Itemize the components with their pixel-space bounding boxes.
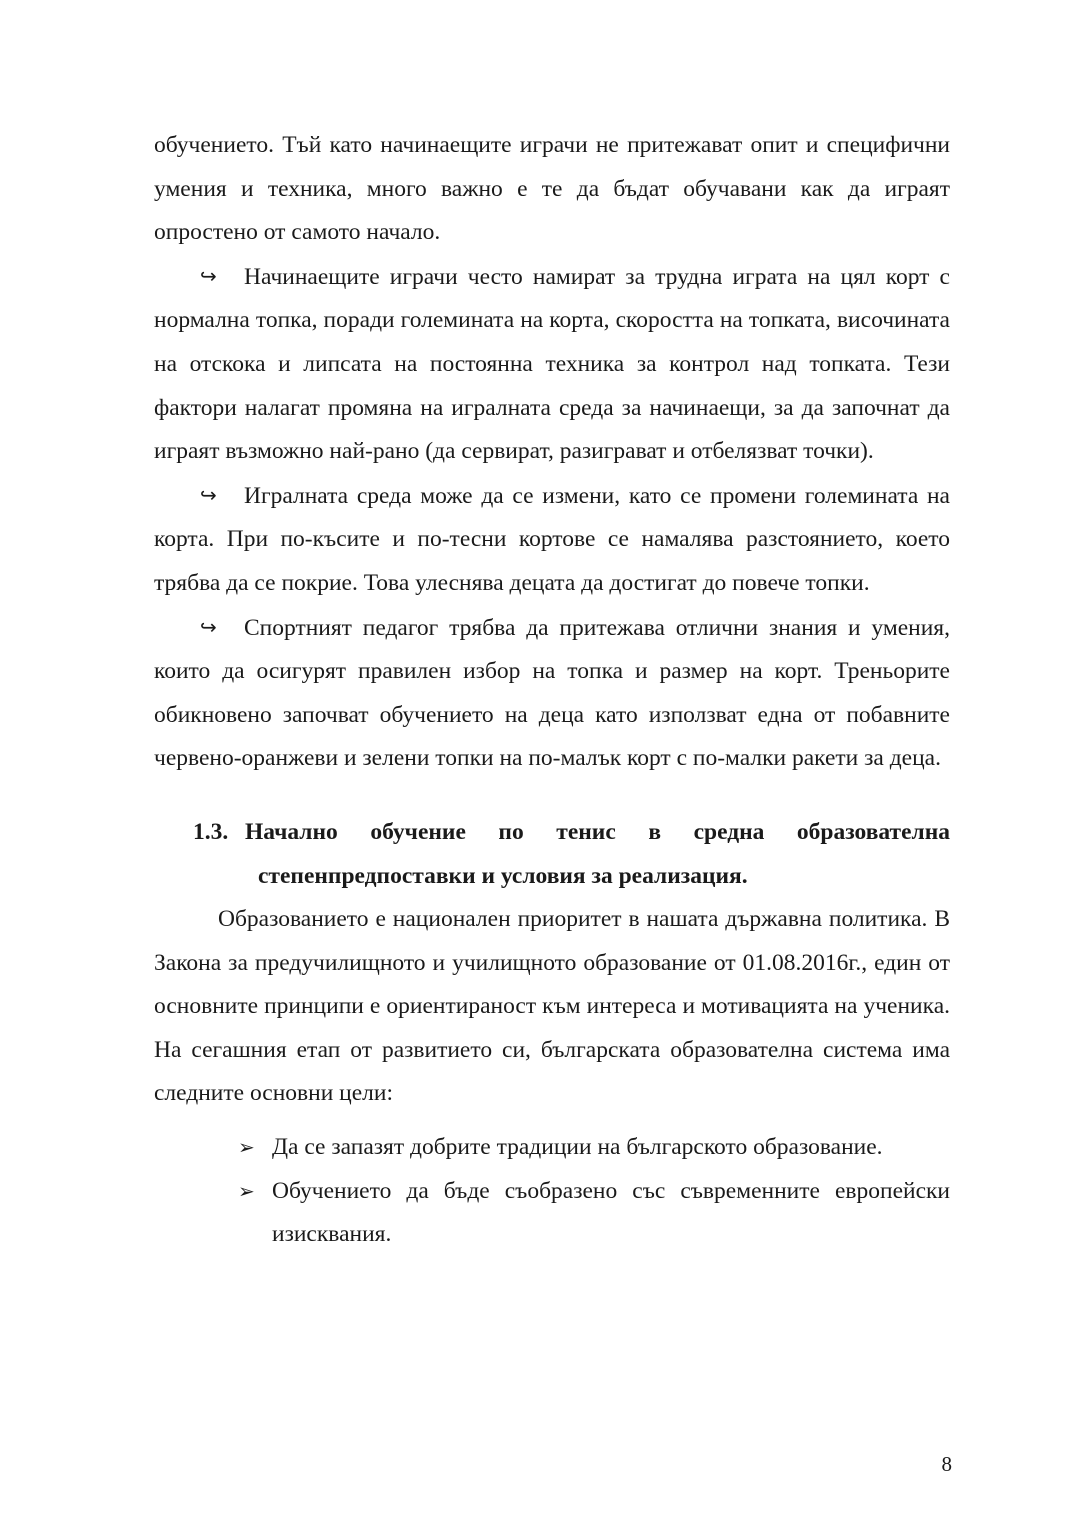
list-item: [238, 1126, 950, 1170]
list-item-text: Да се запазят добрите традиции на българското образование.: [272, 1134, 883, 1161]
page-number: 8: [941, 1452, 952, 1476]
arrow-paragraph-text: Спортният педагог трябва да притежава отлични знания и умения, които да осигурят правилен избор на топка и размер на корт. Треньорите обикновено започват обучението на деца като използват една от побавните червено-оранжеви и зелени топки на по-малък корт с по-малки ракети за деца.: [154, 614, 950, 772]
section-intro-paragraph: Образованието е национален приоритет в нашата държавна политика. В Закона за предучилищното и училищното образование от 01.08.2016г., един от основните принципи е ориентираност към интереса и мотивацията на ученика. На сегашния етап от развитието си, българската образователна система има следните основни цели:: [154, 906, 950, 1107]
hooked-arrow-icon: ↪: [200, 614, 217, 639]
section-number: 1.3.: [193, 818, 229, 845]
paragraph-intro: обучението. Тъй като начинаещите играчи не притежават опит и специфични умения и техника, много важно е те да бъдат обучавани как да играят опростено от самото начало.: [154, 132, 950, 246]
page-content: [154, 124, 950, 1257]
list-item-text: Обучението да бъде съобразено със съвременните европейски изисквания.: [272, 1177, 950, 1248]
arrow-paragraph-text: Игралната среда може да се измени, като се промени големината на корта. При по-късите и по-тесни кортове се намалява разстоянието, което трябва да се покрие. Това улеснява децата да достигат до повече топки.: [154, 482, 950, 596]
section-heading: [154, 811, 950, 898]
goals-list: [154, 1126, 950, 1257]
section-title: Начално обучение по тенис в средна образователна степенпредпоставки и условия за реализация.: [245, 818, 950, 889]
arrowhead-bullet-icon: ➢: [238, 1135, 255, 1160]
arrow-paragraph-text: Начинаещите играчи често намират за трудна играта на цял корт с нормална топка, поради големината на корта, скоростта на топката, височината на отскока и липсата на постоянна техника за контрол над топката. Тези фактори налагат промяна на игралната среда за начинаещи, за да започнат да играят възможно най-рано (да сервират, разиграват и отбелязват точки).: [154, 263, 950, 465]
arrow-paragraph-coach: [154, 606, 950, 781]
hooked-arrow-icon: ↪: [200, 263, 217, 288]
arrowhead-bullet-icon: ➢: [238, 1178, 255, 1203]
arrow-paragraph-court: [154, 255, 950, 474]
hooked-arrow-icon: ↪: [200, 482, 217, 507]
list-item: [238, 1170, 950, 1257]
arrow-paragraph-environment: [154, 474, 950, 606]
